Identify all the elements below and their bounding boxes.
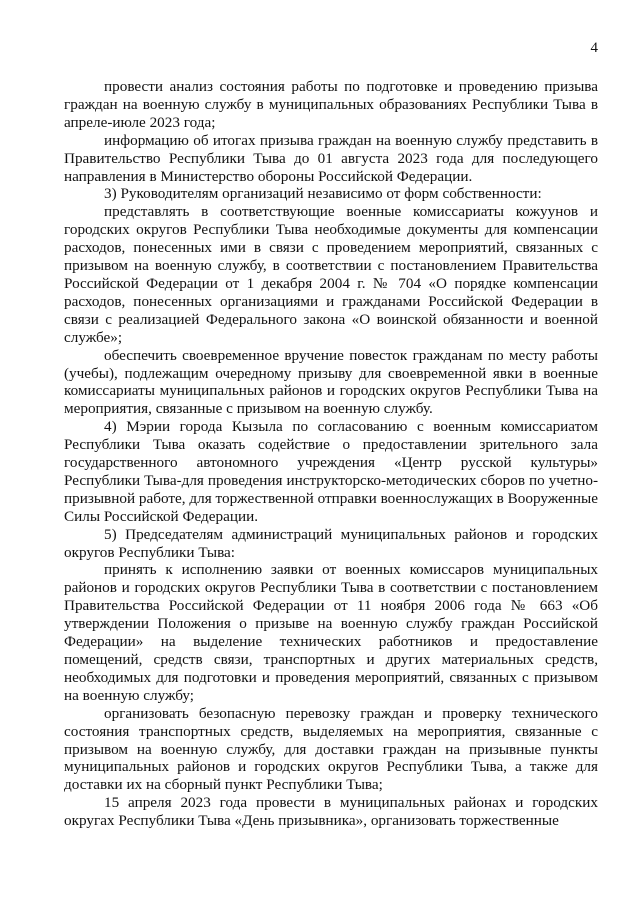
paragraph-analysis: провести анализ состояния работы по подготовке и проведению призыва граждан на военную службу в муниципальных образованиях Республики Тыва в апреле-июле 2023 года; (64, 78, 598, 131)
paragraph-organize-transport: организовать безопасную перевозку граждан и проверку технического состояния транспортных средств, выделяемых на мероприятия, связанные с призывом на военную службу, для доставки граждан на призывные пункты муниципальных районов и городских округов Республики Тыва, а также для доставки их на сборный пункт Республики Тыва; (64, 704, 598, 794)
paragraph-deliver-summons: обеспечить своевременное вручение повесток гражданам по месту работы (учебы), подлежащим очередному призыву для своевременной явки в военные комиссариаты муниципальных районов и городских округов Республики Тыва на мероприятия, связанные с призывом на военную службу. (64, 346, 598, 418)
paragraph-item-3-heading: 3) Руководителям организаций независимо от форм собственности: (104, 185, 542, 203)
paragraph-submit-documents: представлять в соответствующие военные комиссариаты кожуунов и городских округов Республики Тыва необходимые документы для компенсации расходов, понесенных ими в связи с проведением мероприятий, связанных с призывом на военную службу, в соответствии с постановлением Правительства Российской Федерации от 1 декабря 2004 г. № 704 «О порядке компенсации расходов, понесенных организациями и гражданами Российской Федерации в связи с реализацией Федерального закона «О воинской обязанности и военной службе»; (64, 203, 598, 346)
paragraph-accept-requests: принять к исполнению заявки от военных комиссаров муниципальных районов и городских округов Республики Тыва в соответствии с постановлением Правительства Российской Федерации от 11 ноября 2006 года № 663 «Об утверждении Положения о призыве на военную службу граждан Российской Федерации» на выделение технических работников и предоставление помещений, средств связи, транспортных и других материальных средств, необходимых для подготовки и проведения мероприятий, связанных с призывом на военную службу; (64, 561, 598, 704)
paragraph-conscript-day: 15 апреля 2023 года провести в муниципальных районах и городских округах Республики Тыва «День призывника», организовать торжественные (64, 794, 598, 830)
paragraph-item-4-kyzyl: 4) Мэрии города Кызыла по согласованию с военным комиссариатом Республики Тыва оказать содействие о предоставлении зрительного зала государственного автономного учреждения «Центр русской культуры» Республики Тыва-для проведения инструкторско-методических сборов по учетно-призывной работе, для торжественной отправки военнослужащих в Вооруженные Силы Российской Федерации. (64, 418, 598, 525)
paragraph-item-5-heading: 5) Председателям администраций муниципальных районов и городских округов Республики Тыва: (64, 525, 598, 561)
document-body (64, 78, 598, 830)
paragraph-report-results: информацию об итогах призыва граждан на военную службу представить в Правительство Республики Тыва до 01 августа 2023 года для последующего направления в Министерство обороны Российской Федерации. (64, 131, 598, 185)
page-number: 4 (590, 40, 598, 56)
